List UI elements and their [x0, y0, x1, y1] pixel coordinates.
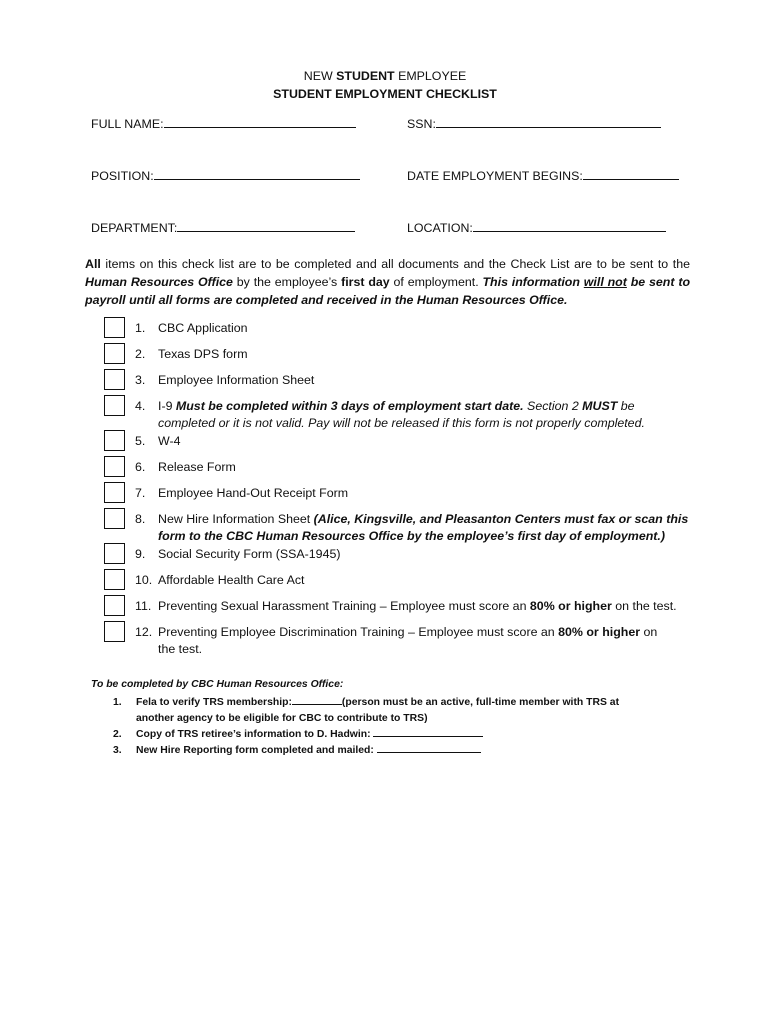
trs-blank[interactable]: [292, 694, 342, 705]
item-text-italic: be: [617, 399, 635, 413]
intro-first-day: first day: [341, 275, 390, 289]
intro-warning-2: be sent to payroll until all forms are completed and received in the Human Resources Office.: [85, 275, 691, 307]
checklist-item: [135, 624, 695, 658]
intro-text-2: by the employee’s: [232, 275, 342, 289]
department-field[interactable]: [91, 219, 355, 236]
item-emphasis: 80% or higher: [529, 599, 612, 613]
intro-text-3: of employment.: [389, 275, 483, 289]
checklist-item: [135, 546, 695, 563]
checkbox-9[interactable]: [104, 543, 125, 564]
hr-item-number: 1.: [113, 697, 122, 708]
hr-item: [113, 726, 673, 743]
item-text: W-4: [158, 434, 181, 448]
intro-all: All: [85, 257, 101, 271]
checklist-item: [135, 485, 695, 502]
ssn-label: SSN:: [407, 117, 436, 131]
item-text: Preventing Sexual Harassment Training – Employee must score an: [158, 599, 530, 613]
checklist-item: [135, 398, 695, 432]
checkbox-7[interactable]: [104, 482, 125, 503]
checkbox-4[interactable]: [104, 395, 125, 416]
checklist-item: [135, 511, 695, 545]
item-number: 7.: [135, 486, 146, 500]
item-text: on: [640, 625, 658, 639]
item-text: I-9: [158, 399, 176, 413]
checkbox-10[interactable]: [104, 569, 125, 590]
item-text: Release Form: [158, 460, 236, 474]
location-field[interactable]: [407, 219, 666, 236]
position-blank[interactable]: [154, 167, 360, 180]
full-name-field[interactable]: [91, 115, 356, 132]
item-must: MUST: [582, 399, 618, 413]
hadwin-blank[interactable]: [373, 726, 483, 737]
checklist-item: [135, 459, 695, 476]
checkbox-2[interactable]: [104, 343, 125, 364]
checklist-item: [135, 346, 695, 363]
item-number: 6.: [135, 460, 146, 474]
form-title-line1: [0, 69, 770, 84]
item-number: 5.: [135, 434, 146, 448]
item-text: Affordable Health Care Act: [158, 573, 305, 587]
location-blank[interactable]: [473, 219, 666, 232]
item-text: Preventing Employee Discrimination Training – Employee must score an: [158, 625, 559, 639]
item-text: Texas DPS form: [158, 347, 248, 361]
checkbox-5[interactable]: [104, 430, 125, 451]
item-number: 2.: [135, 347, 146, 361]
checkbox-1[interactable]: [104, 317, 125, 338]
checkbox-6[interactable]: [104, 456, 125, 477]
intro-text-1: items on this check list are to be completed and all documents and the Check List are to be sent to the: [100, 257, 690, 271]
item-emphasis: (Alice, Kingsville, and Pleasanton Centers must fax or scan this: [313, 512, 689, 526]
title-suffix: EMPLOYEE: [394, 69, 467, 83]
item-text: Social Security Form (SSA-1945): [158, 547, 341, 561]
item-text: on the test.: [611, 599, 677, 613]
full-name-blank[interactable]: [164, 115, 356, 128]
checklist-item: [135, 372, 695, 389]
item-text: New Hire Information Sheet: [158, 512, 314, 526]
instructions-paragraph: [85, 255, 690, 309]
hr-item: [113, 742, 673, 759]
position-label: POSITION:: [91, 169, 154, 183]
item-number: 1.: [135, 321, 146, 335]
checkbox-12[interactable]: [104, 621, 125, 642]
date-begins-blank[interactable]: [583, 167, 679, 180]
item-continuation: the test.: [158, 642, 203, 656]
intro-will-not: will not: [583, 275, 627, 289]
item-number: 12.: [135, 625, 153, 639]
date-begins-label: DATE EMPLOYMENT BEGINS:: [407, 169, 583, 183]
checklist-item: [135, 572, 695, 589]
hr-item-continuation: another agency to be eligible for CBC to contribute to TRS): [136, 713, 428, 724]
item-text: Employee Hand-Out Receipt Form: [158, 486, 349, 500]
location-label: LOCATION:: [407, 221, 473, 235]
form-title-line2: STUDENT EMPLOYMENT CHECKLIST: [273, 87, 497, 101]
checkbox-8[interactable]: [104, 508, 125, 529]
item-emphasis: 80% or higher: [558, 625, 641, 639]
title-prefix: NEW: [303, 69, 337, 83]
item-continuation: form to the CBC Human Resources Office by the employee’s first day of employment.): [158, 529, 665, 543]
hr-item-text: (person must be an active, full-time member with TRS at: [341, 697, 620, 708]
item-number: 9.: [135, 547, 146, 561]
position-field[interactable]: [91, 167, 360, 184]
hr-item-text: New Hire Reporting form completed and mailed:: [136, 745, 377, 756]
title-bold-word: STUDENT: [336, 69, 395, 83]
hr-item-text: Fela to verify TRS membership:: [136, 697, 292, 708]
item-number: 4.: [135, 399, 146, 413]
item-number: 10.: [135, 573, 153, 587]
intro-hr-office: Human Resources Office: [85, 275, 233, 289]
checklist-item: [135, 320, 695, 337]
hr-item-number: 2.: [113, 729, 122, 740]
department-label: DEPARTMENT:: [91, 221, 178, 235]
item-text-italic: Section 2: [523, 399, 583, 413]
checkbox-11[interactable]: [104, 595, 125, 616]
item-text: Employee Information Sheet: [158, 373, 315, 387]
mailed-blank[interactable]: [377, 742, 481, 753]
item-number: 3.: [135, 373, 146, 387]
item-number: 8.: [135, 512, 146, 526]
date-begins-field[interactable]: [407, 167, 679, 184]
checklist-item: [135, 598, 695, 615]
checklist-item: [135, 433, 695, 450]
hr-item-number: 3.: [113, 745, 122, 756]
checkbox-3[interactable]: [104, 369, 125, 390]
item-number: 11.: [135, 599, 152, 613]
item-text: CBC Application: [158, 321, 248, 335]
hr-item-text: Copy of TRS retiree’s information to D. Hadwin:: [136, 729, 374, 740]
hr-section-heading: To be completed by CBC Human Resources Office:: [91, 679, 344, 690]
ssn-blank[interactable]: [436, 115, 661, 128]
ssn-field[interactable]: [407, 115, 661, 132]
item-continuation: completed or it is not valid. Pay will not be released if this form is not properly completed.: [158, 416, 645, 430]
department-blank[interactable]: [177, 219, 355, 232]
full-name-label: FULL NAME:: [91, 117, 164, 131]
intro-warning-1: This information: [482, 275, 584, 289]
hr-item: [113, 694, 673, 727]
item-emphasis: Must be completed within 3 days of employment start date.: [175, 399, 524, 413]
